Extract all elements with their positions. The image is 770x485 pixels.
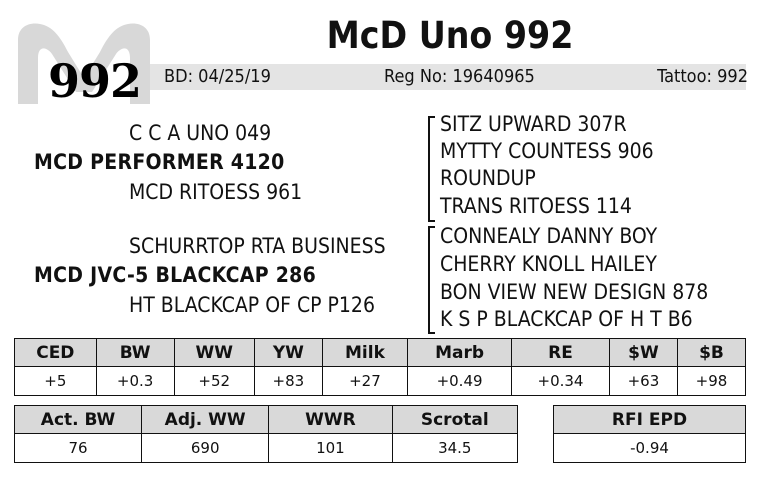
epd-value-w-index: +63	[609, 367, 677, 396]
perf-value-wwr: 101	[269, 434, 392, 463]
perf-header-adj-ww: Adj. WW	[142, 406, 269, 434]
epd-value-re: +0.34	[512, 367, 610, 396]
perf-value-act-bw: 76	[15, 434, 142, 463]
rfi-value: -0.94	[554, 434, 746, 463]
epd-value-yw: +83	[254, 367, 322, 396]
epd-header-milk: Milk	[322, 339, 407, 367]
ancestor-6: CHERRY KNOLL HAILEY	[440, 252, 657, 276]
epd-header-b-index: $B	[677, 339, 745, 367]
epd-header-yw: YW	[254, 339, 322, 367]
epd-value-milk: +27	[322, 367, 407, 396]
epd-header-ww: WW	[174, 339, 254, 367]
ancestor-2: MYTTY COUNTESS 906	[440, 139, 654, 163]
epd-value-bw: +0.3	[96, 367, 174, 396]
sire: MCD PERFORMER 4120	[34, 150, 285, 174]
dam-sire: SCHURRTOP RTA BUSINESS	[129, 234, 386, 258]
ancestor-7: BON VIEW NEW DESIGN 878	[440, 280, 709, 304]
perf-header-act-bw: Act. BW	[15, 406, 142, 434]
sire-dam: MCD RITOESS 961	[129, 180, 303, 204]
perf-value-adj-ww: 690	[142, 434, 269, 463]
epd-value-b-index: +98	[677, 367, 745, 396]
dam: MCD JVC-5 BLACKCAP 286	[34, 263, 317, 287]
sire-sire: C C A UNO 049	[129, 121, 272, 145]
rfi-header: RFI EPD	[554, 406, 746, 434]
ancestor-8: K S P BLACKCAP OF H T B6	[440, 307, 693, 331]
ancestor-4: TRANS RITOESS 114	[440, 194, 632, 218]
epd-table	[14, 338, 746, 396]
perf-value-scrotal: 34.5	[392, 434, 517, 463]
epd-header-marb: Marb	[408, 339, 512, 367]
perf-header-wwr: WWR	[269, 406, 392, 434]
epd-header-bw: BW	[96, 339, 174, 367]
tattoo: Tattoo: 992	[657, 66, 748, 87]
ancestor-1: SITZ UPWARD 307R	[440, 112, 627, 136]
registration-number: Reg No: 19640965	[384, 66, 535, 87]
birth-date: BD: 04/25/19	[164, 66, 271, 87]
ancestor-5: CONNEALY DANNY BOY	[440, 224, 658, 248]
dam-dam: HT BLACKCAP OF CP P126	[129, 293, 375, 317]
dam-bracket	[428, 226, 435, 334]
performance-table	[14, 405, 518, 463]
epd-header-w-index: $W	[609, 339, 677, 367]
rfi-table	[553, 405, 746, 463]
lot-number: 992	[48, 54, 142, 108]
epd-header-re: RE	[512, 339, 610, 367]
sire-bracket	[428, 116, 435, 222]
animal-name: McD Uno 992	[326, 14, 574, 57]
ancestor-3: ROUNDUP	[440, 166, 536, 190]
epd-value-ced: +5	[15, 367, 97, 396]
epd-header-ced: CED	[15, 339, 97, 367]
perf-header-scrotal: Scrotal	[392, 406, 517, 434]
epd-value-marb: +0.49	[408, 367, 512, 396]
epd-value-ww: +52	[174, 367, 254, 396]
